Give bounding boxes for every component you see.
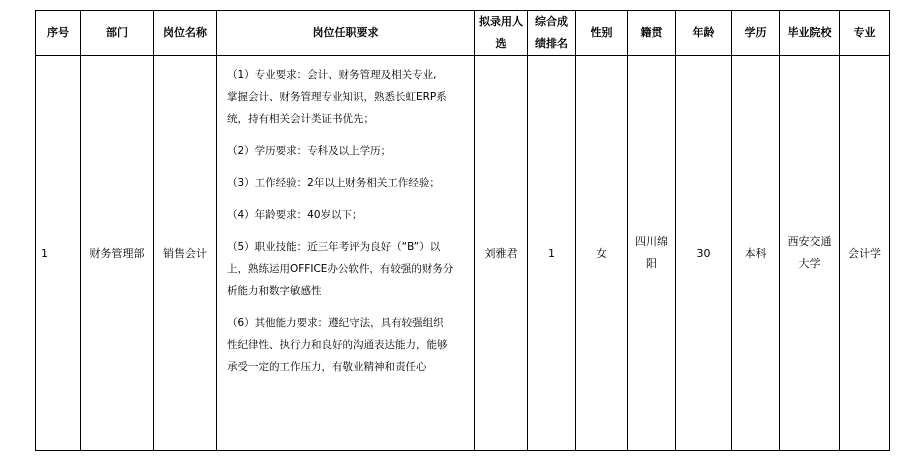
cell-department: 财务管理部 (81, 56, 154, 451)
requirement-2 (227, 140, 466, 162)
requirement-line: （1）专业要求：会计、财务管理及相关专业, (227, 69, 437, 81)
requirement-line: 统，持有相关会计类证书优先； (227, 113, 374, 125)
header-requirements: 岗位任职要求 (217, 11, 475, 56)
cell-major: 会计学 (840, 56, 890, 451)
requirement-line: 析能力和数字敏感性 (227, 285, 322, 297)
recruitment-table (35, 10, 890, 451)
header-school: 毕业院校 (780, 11, 840, 56)
header-education: 学历 (732, 11, 780, 56)
requirement-line: 承受一定的工作压力，有敬业精神和责任心 (227, 361, 427, 373)
cell-school (780, 56, 840, 451)
requirement-line: 上，熟练运用OFFICE办公软件，有较强的财务分 (227, 263, 454, 275)
requirement-3 (227, 172, 466, 194)
recruitment-table-container (35, 10, 890, 451)
requirement-6 (227, 312, 466, 378)
header-age: 年龄 (676, 11, 732, 56)
requirement-line: （2）学历要求：专科及以上学历； (227, 145, 392, 157)
header-candidate (475, 11, 528, 56)
header-major: 专业 (840, 11, 890, 56)
table-row (36, 56, 890, 451)
cell-index: 1 (36, 56, 81, 451)
requirement-line: 掌握会计、财务管理专业知识，熟悉长虹ERP系 (227, 91, 447, 103)
header-candidate-text: 拟录用人选 (479, 15, 523, 50)
header-position: 岗位名称 (154, 11, 217, 56)
cell-requirements (217, 56, 475, 451)
cell-hometown-text: 四川绵阳 (635, 235, 668, 270)
header-gender: 性别 (576, 11, 628, 56)
header-row (36, 11, 890, 56)
requirement-5 (227, 236, 466, 302)
cell-rank: 1 (528, 56, 576, 451)
header-index: 序号 (36, 11, 81, 56)
header-department: 部门 (81, 11, 154, 56)
cell-candidate: 刘雅君 (475, 56, 528, 451)
header-hometown: 籍贯 (628, 11, 676, 56)
cell-age: 30 (676, 56, 732, 451)
header-rank-text: 综合成绩排名 (535, 15, 568, 50)
requirement-line: 性纪律性、执行力和良好的沟通表达能力，能够 (227, 339, 448, 351)
requirement-line: （5）职业技能：近三年考评为良好（“B”）以 (227, 241, 441, 253)
requirement-1 (227, 64, 466, 130)
requirement-line: （4）年龄要求：40岁以下； (227, 209, 363, 221)
header-rank (528, 11, 576, 56)
requirement-line: （3）工作经验：2年以上财务相关工作经验； (227, 177, 440, 189)
cell-school-text: 西安交通大学 (787, 235, 832, 270)
cell-gender: 女 (576, 56, 628, 451)
cell-position: 销售会计 (154, 56, 217, 451)
cell-hometown (628, 56, 676, 451)
cell-education: 本科 (732, 56, 780, 451)
requirement-4 (227, 204, 466, 226)
requirement-line: （6）其他能力要求：遵纪守法，具有较强组织 (227, 317, 444, 329)
